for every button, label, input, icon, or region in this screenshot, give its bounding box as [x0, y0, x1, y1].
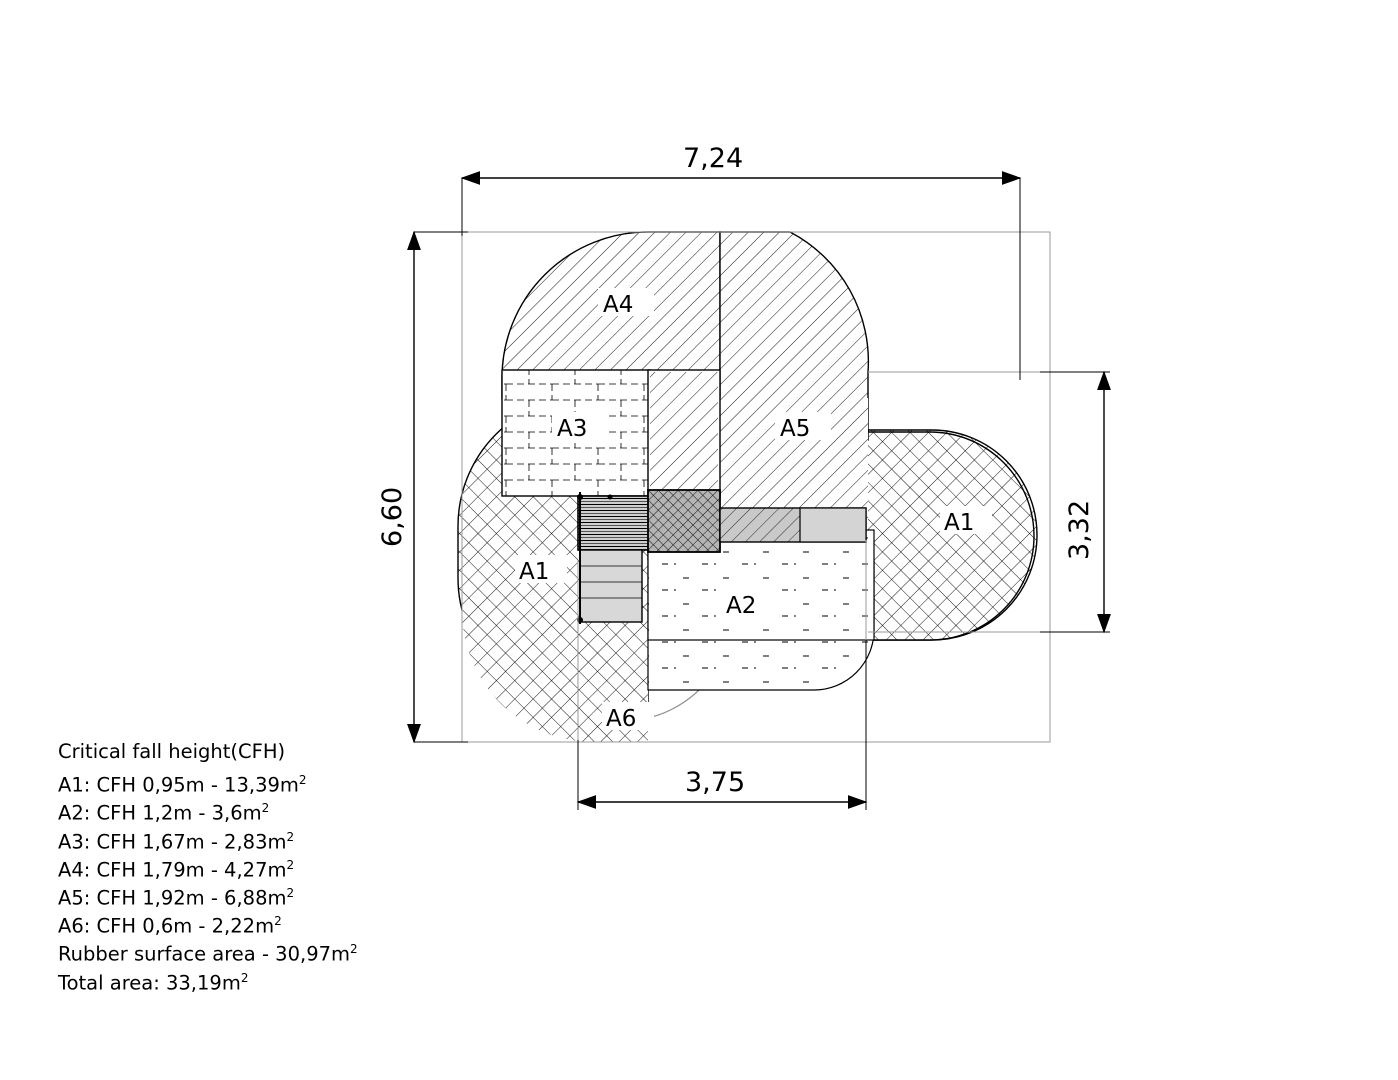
label-a6: A6	[606, 706, 637, 732]
label-a5: A5	[780, 416, 811, 442]
legend-row-a6	[58, 907, 488, 938]
legend-heading: Critical fall height(CFH)	[58, 740, 286, 763]
dim-top-width: 7,24	[683, 143, 744, 174]
legend-total-sup: 2	[240, 970, 249, 985]
deck-left-bar	[578, 496, 650, 550]
legend-row-a4	[58, 851, 488, 882]
legend-a4-text: A4: CFH 1,79m - 4,27m	[58, 858, 287, 882]
dim-right-height: 3,32	[1064, 499, 1095, 560]
legend-a2-sup: 2	[261, 801, 270, 816]
legend-rubber-text: Rubber surface area - 30,97m	[58, 942, 351, 966]
legend-row-a1	[58, 766, 488, 797]
legend-a6-sup: 2	[274, 914, 282, 929]
legend-a1-text: A1: CFH 0,95m - 13,39m	[58, 773, 299, 797]
label-a1-right: A1	[944, 510, 975, 536]
legend-row-rubber	[58, 935, 488, 966]
legend-total-text: Total area: 33,19m	[58, 971, 241, 994]
legend-a5-sup: 2	[286, 885, 295, 900]
label-a3: A3	[557, 416, 588, 442]
ramp-lower-left	[580, 550, 642, 622]
legend-a5-text: A5: CFH 1,92m - 6,88m	[58, 886, 287, 910]
legend-a4-sup: 2	[286, 857, 295, 872]
legend-row-total	[58, 964, 488, 992]
legend-row-a2	[58, 794, 488, 825]
legend-row-a3	[58, 823, 488, 854]
legend-a1-sup: 2	[298, 773, 307, 788]
legend-row-a5	[58, 879, 488, 910]
zone-a3-inner-hatch	[650, 372, 718, 494]
legend-a3-text: A3: CFH 1,67m - 2,83m	[58, 830, 287, 854]
post-node-c	[608, 495, 613, 500]
safety-zones	[458, 232, 1100, 800]
dim-left-height: 6,60	[377, 486, 408, 547]
legend-a2-text: A2: CFH 1,2m - 3,6m	[58, 801, 262, 825]
label-a4: A4	[603, 292, 634, 318]
label-a1-left: A1	[519, 559, 550, 585]
deck-right-split	[800, 508, 866, 542]
legend	[58, 738, 488, 992]
label-a2: A2	[726, 593, 757, 619]
post-node-a	[577, 494, 583, 500]
legend-a6-text: A6: CFH 0,6m - 2,22m	[58, 914, 275, 938]
legend-a3-sup: 2	[286, 829, 295, 844]
dim-bottom-width: 3,75	[685, 767, 746, 798]
deck-center	[648, 490, 720, 552]
legend-rubber-sup: 2	[350, 942, 358, 957]
